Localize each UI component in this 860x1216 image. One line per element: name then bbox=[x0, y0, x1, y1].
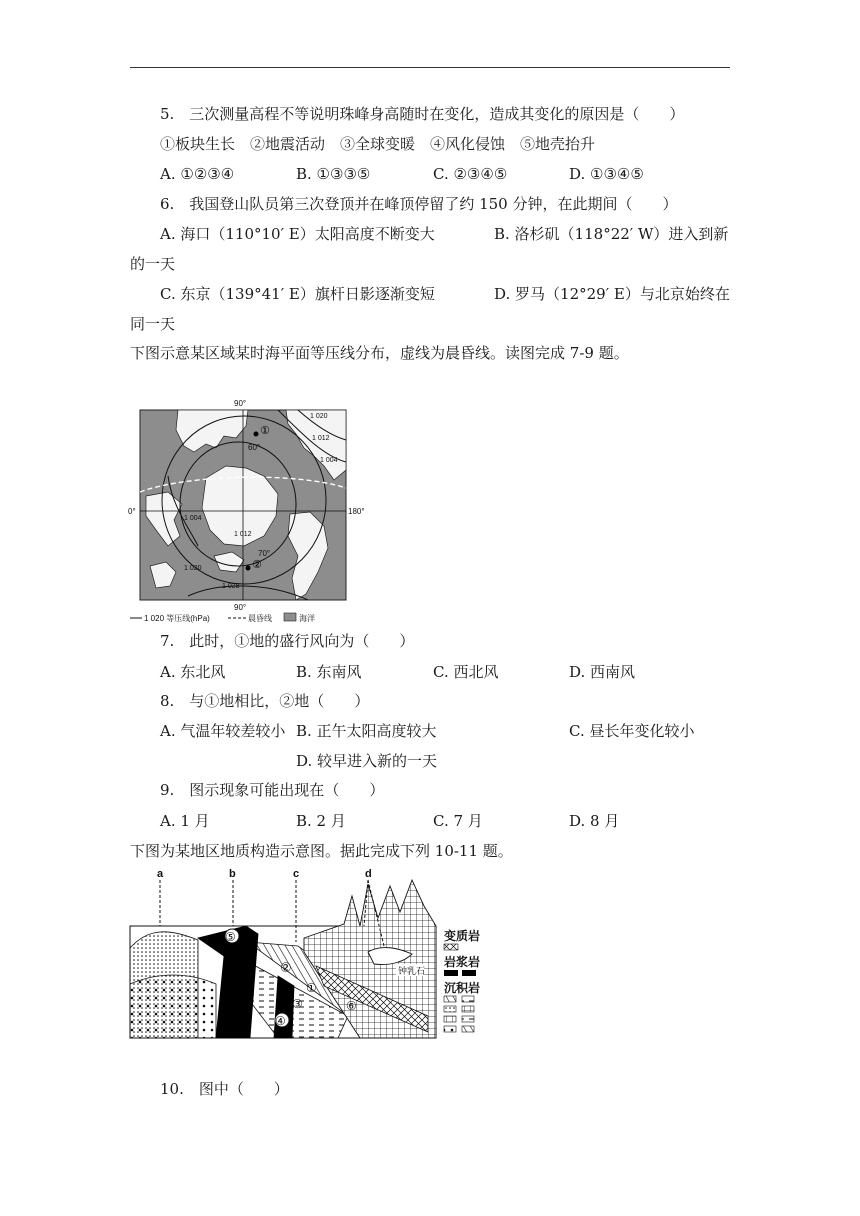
q9-stem: 9. 图示现象可能出现在（ ） bbox=[160, 781, 385, 799]
q5-statements: ①板块生长 ②地震活动 ③全球变暖 ④风化侵蚀 ⑤地壳抬升 bbox=[160, 135, 596, 153]
q6-option-d-continued: 同一天 bbox=[130, 315, 176, 333]
legend-sed-swatch-1 bbox=[444, 996, 456, 1002]
isobar-map-figure bbox=[128, 396, 370, 624]
label-c: c bbox=[293, 868, 300, 880]
marker-2-label: ② bbox=[280, 960, 292, 975]
q6-option-b-continued: 的一天 bbox=[130, 255, 176, 273]
marker-1-label: ① bbox=[306, 981, 317, 995]
marker-5-label: ⑤ bbox=[225, 930, 236, 944]
q8-option-b[interactable]: B. 正午太阳高度较大 bbox=[296, 722, 437, 740]
q8-option-c[interactable]: C. 昼长年变化较小 bbox=[569, 722, 695, 740]
q9-option-b[interactable]: B. 2 月 bbox=[296, 812, 346, 830]
q5-stem: 5. 三次测量高程不等说明珠峰身高随时在变化，造成其变化的原因是（ ） bbox=[160, 105, 685, 123]
latitude-70-label: 70° bbox=[258, 549, 271, 558]
q9-option-c[interactable]: C. 7 月 bbox=[433, 812, 483, 830]
longitude-left-label: 0° bbox=[128, 507, 136, 516]
legend-sed-swatch-4 bbox=[462, 1006, 474, 1012]
legend-sed-swatch-3 bbox=[444, 1006, 456, 1012]
isobar-label-1020-sw: 1 020 bbox=[184, 565, 202, 572]
q6-option-a[interactable]: A. 海口（110°10′ E）太阳高度不断变大 bbox=[160, 225, 435, 243]
q5-option-a[interactable]: A. ①②③④ bbox=[160, 165, 235, 183]
stalactite-label: 钟乳石 bbox=[398, 966, 426, 976]
point-1-label: ① bbox=[260, 425, 270, 437]
q7-option-b[interactable]: B. 东南风 bbox=[296, 663, 362, 681]
marker-4-label: ④ bbox=[275, 1014, 286, 1028]
isobar-label-1004-west: 1 004 bbox=[184, 515, 202, 522]
intro-questions-10-11: 下图为某地区地质构造示意图。据此完成下列 10-11 题。 bbox=[130, 842, 513, 860]
label-b: b bbox=[229, 868, 236, 880]
q7-option-c[interactable]: C. 西北风 bbox=[433, 663, 499, 681]
isobar-label-1004-ne: 1 004 bbox=[320, 457, 338, 464]
legend-sed-swatch-5 bbox=[444, 1016, 456, 1022]
point-2-marker bbox=[246, 566, 251, 571]
q7-option-d[interactable]: D. 西南风 bbox=[569, 663, 636, 681]
legend-sed-swatch-7 bbox=[444, 1026, 456, 1032]
legend-sed-swatch-6 bbox=[462, 1016, 474, 1022]
label-a: a bbox=[157, 868, 164, 880]
q8-option-d[interactable]: D. 较早进入新的一天 bbox=[296, 752, 438, 770]
q5-option-b[interactable]: B. ①③③⑤ bbox=[296, 165, 371, 183]
longitude-top-label: 90° bbox=[234, 399, 247, 408]
legend-sed-swatch-2 bbox=[462, 996, 474, 1002]
legend-isobar-text: 1 020 等压线(hPa) bbox=[144, 614, 210, 623]
isobar-label-1020-top: 1 020 bbox=[310, 413, 328, 420]
longitude-right-label: 180° bbox=[348, 507, 365, 516]
legend-sed-swatch-8 bbox=[462, 1026, 474, 1032]
magma-dike bbox=[274, 976, 294, 1038]
legend-metamorphic-swatch bbox=[444, 944, 458, 950]
q6-option-c[interactable]: C. 东京（139°41′ E）旗杆日影逐渐变短 bbox=[160, 285, 435, 303]
q7-option-a[interactable]: A. 东北风 bbox=[160, 663, 226, 681]
latitude-60-label: 60° bbox=[248, 443, 261, 452]
stratum-left-lower bbox=[130, 975, 216, 1038]
q9-option-a[interactable]: A. 1 月 bbox=[160, 812, 210, 830]
legend-igneous-swatch-1 bbox=[444, 970, 458, 976]
label-d: d bbox=[365, 868, 372, 880]
geology-section-figure bbox=[128, 866, 494, 1042]
isobar-label-1028-south: 1 028 bbox=[222, 583, 240, 590]
isobar-label-1012-ne: 1 012 bbox=[312, 435, 330, 442]
longitude-bottom-label: 90° bbox=[234, 603, 247, 612]
legend-igneous-swatch-2 bbox=[462, 970, 476, 976]
q6-option-b[interactable]: B. 洛杉矶（118°22′ W）进入到新 bbox=[494, 225, 729, 243]
legend-terminator-text: 晨昏线 bbox=[248, 614, 272, 623]
legend-ocean-swatch bbox=[284, 613, 296, 621]
legend-igneous: 岩浆岩 bbox=[444, 955, 481, 969]
q10-stem: 10. 图中（ ） bbox=[160, 1080, 289, 1098]
q5-option-d[interactable]: D. ①③④⑤ bbox=[569, 165, 644, 183]
q8-stem: 8. 与①地相比，②地（ ） bbox=[160, 692, 370, 710]
marker-6-label: ⑥ bbox=[346, 999, 357, 1013]
intro-questions-7-9: 下图示意某区域某时海平面等压线分布，虚线为晨昏线。读图完成 7-9 题。 bbox=[130, 344, 629, 362]
q6-option-d[interactable]: D. 罗马（12°29′ E）与北京始终在 bbox=[494, 285, 730, 303]
point-2-label: ② bbox=[252, 559, 262, 571]
q9-option-d[interactable]: D. 8 月 bbox=[569, 812, 620, 830]
q7-stem: 7. 此时，①地的盛行风向为（ ） bbox=[160, 632, 415, 650]
marker-3-label: ③ bbox=[292, 997, 303, 1011]
legend-ocean-text: 海洋 bbox=[299, 614, 315, 623]
legend-sedimentary: 沉积岩 bbox=[444, 981, 481, 995]
isobar-label-1012-center: 1 012 bbox=[234, 531, 252, 538]
q5-option-c[interactable]: C. ②③④⑤ bbox=[433, 165, 508, 183]
q6-stem: 6. 我国登山队员第三次登顶并在峰顶停留了约 150 分钟，在此期间（ ） bbox=[160, 195, 678, 213]
q8-option-a[interactable]: A. 气温年较差较小 bbox=[160, 722, 286, 740]
header-rule bbox=[130, 67, 730, 68]
point-1-marker bbox=[254, 432, 259, 437]
legend-metamorphic: 变质岩 bbox=[444, 929, 481, 943]
